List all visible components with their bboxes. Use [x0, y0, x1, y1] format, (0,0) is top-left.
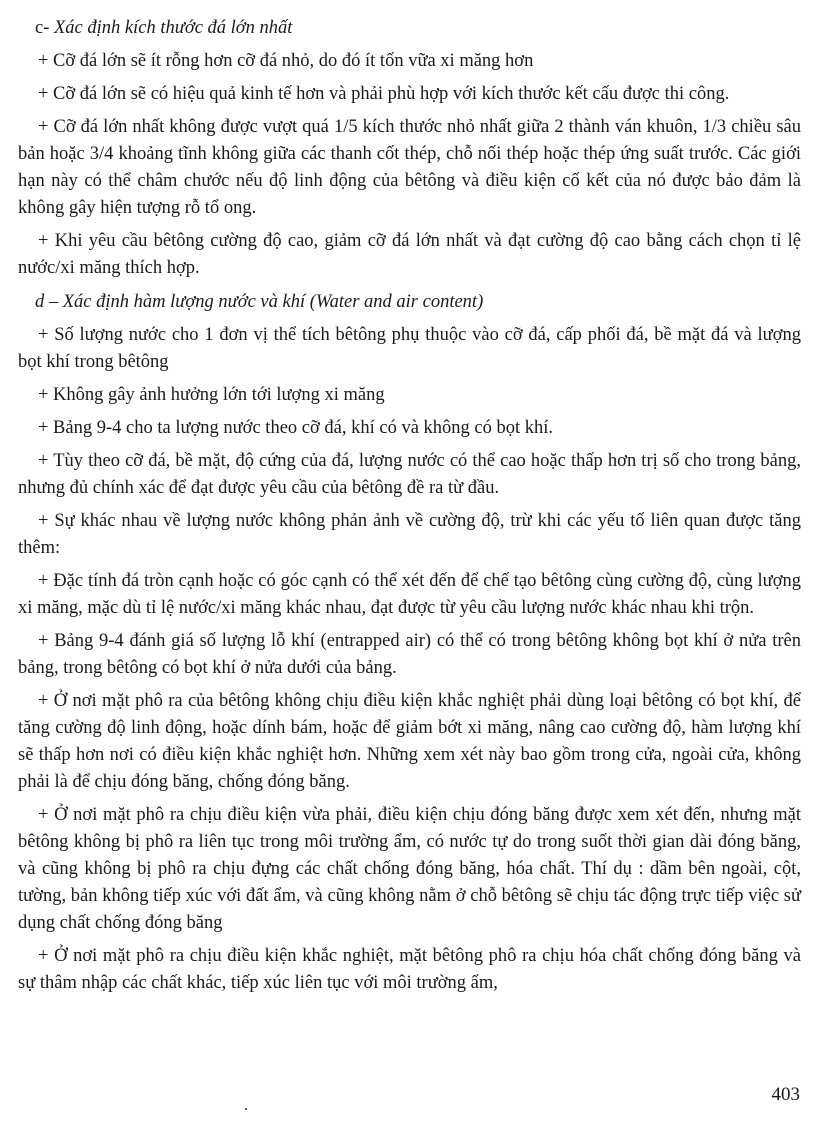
paragraph: + Bảng 9-4 cho ta lượng nước theo cỡ đá, khí có và không có bọt khí.	[38, 418, 554, 438]
paragraph: + Cỡ đá lớn sẽ ít rỗng hơn cỡ đá nhỏ, do đó ít tốn vữa xi măng hơn	[38, 51, 534, 71]
heading-prefix: d –	[35, 292, 63, 312]
heading-prefix: c-	[35, 18, 54, 38]
paragraph: + Số lượng nước cho 1 đơn vị thể tích bêtông phụ thuộc vào cỡ đá, cấp phối đá, bề mặt đá và lượng bọt khí trong bêtông	[18, 325, 801, 372]
paragraph: + Bảng 9-4 đánh giá số lượng lỗ khí (entrapped air) có thể có trong bêtông không bọt khí ở nửa trên bảng, trong bêtông có bọt khí ở nửa dưới của bảng.	[18, 631, 801, 678]
paragraph: + Cỡ đá lớn nhất không được vượt quá 1/5 kích thước nhỏ nhất giữa 2 thành ván khuôn, 1/3 chiều sâu bản hoặc 3/4 khoảng tĩnh không giữa các thanh cốt thép, chỗ nối thép hoặc thép ứng suất trước. Các giới hạn này có thể châm chước nếu độ linh động của bêtông và điều kiện cố kết của nó được bảo đảm là không gây hiện tượng rỗ tổ ong.	[18, 117, 801, 218]
heading-text: Xác định hàm lượng nước và khí (Water and air content)	[62, 292, 484, 312]
heading-text: Xác định kích thước đá lớn nhất	[54, 18, 293, 38]
paragraph: + Sự khác nhau về lượng nước không phản ảnh về cường độ, trừ khi các yếu tố liên quan được tăng thêm:	[18, 511, 801, 558]
paragraph: + Ở nơi mặt phô ra chịu điều kiện vừa phải, điều kiện chịu đóng băng được xem xét đến, nhưng mặt bêtông không bị phô ra liên tục trong môi trường ẩm, có nước tự do trong suốt thời gian dài đóng băng, và cũng không bị phô ra chịu đựng các chất chống đóng băng, hóa chất. Thí dụ : dầm bên ngoài, cột, tường, bản không tiếp xúc với đất ẩm, và cũng không nằm ở chỗ bêtông sẽ chịu tác động trực tiếp việc sử dụng chất chống đóng băng	[18, 805, 801, 933]
paragraph: + Không gây ảnh hưởng lớn tới lượng xi măng	[38, 385, 385, 405]
section-heading-d	[18, 288, 801, 316]
page-body	[18, 14, 801, 1003]
paragraph: + Tùy theo cỡ đá, bề mặt, độ cứng của đá, lượng nước có thể cao hoặc thấp hơn trị số cho trong bảng, nhưng đủ chính xác để đạt được yêu cầu của bêtông đề ra từ đầu.	[18, 451, 801, 498]
scan-speck	[245, 1108, 247, 1110]
paragraph: + Ở nơi mặt phô ra chịu điều kiện khắc nghiệt, mặt bêtông phô ra chịu hóa chất chống đóng băng và sự thâm nhập các chất khác, tiếp xúc liên tục với môi trường ẩm,	[18, 946, 801, 993]
paragraph: + Đặc tính đá tròn cạnh hoặc có góc cạnh có thể xét đến để chế tạo bêtông cùng cường độ, cùng lượng xi măng, mặc dù tỉ lệ nước/xi măng khác nhau, đạt được từ yêu cầu lượng nước khác nhau khi trộn.	[18, 571, 801, 618]
paragraph: + Cỡ đá lớn sẽ có hiệu quả kinh tế hơn và phải phù hợp với kích thước kết cấu được thi công.	[38, 84, 730, 104]
paragraph: + Ở nơi mặt phô ra của bêtông không chịu điều kiện khắc nghiệt phải dùng loại bêtông có bọt khí, để tăng cường độ linh động, hoặc dính bám, hoặc để giảm bớt xi măng, nâng cao cường độ, hàm lượng khí sẽ thấp hơn nơi có điều kiện khắc nghiệt hơn. Những xem xét này bao gồm trong cửa, ngoài cửa, không phải là để chịu đóng băng, chống đóng băng.	[18, 691, 801, 792]
section-heading-c	[18, 14, 801, 42]
paragraph: + Khi yêu cầu bêtông cường độ cao, giảm cỡ đá lớn nhất và đạt cường độ cao bằng cách chọn tỉ lệ nước/xi măng thích hợp.	[18, 231, 801, 278]
page-number: 403	[771, 1084, 800, 1105]
